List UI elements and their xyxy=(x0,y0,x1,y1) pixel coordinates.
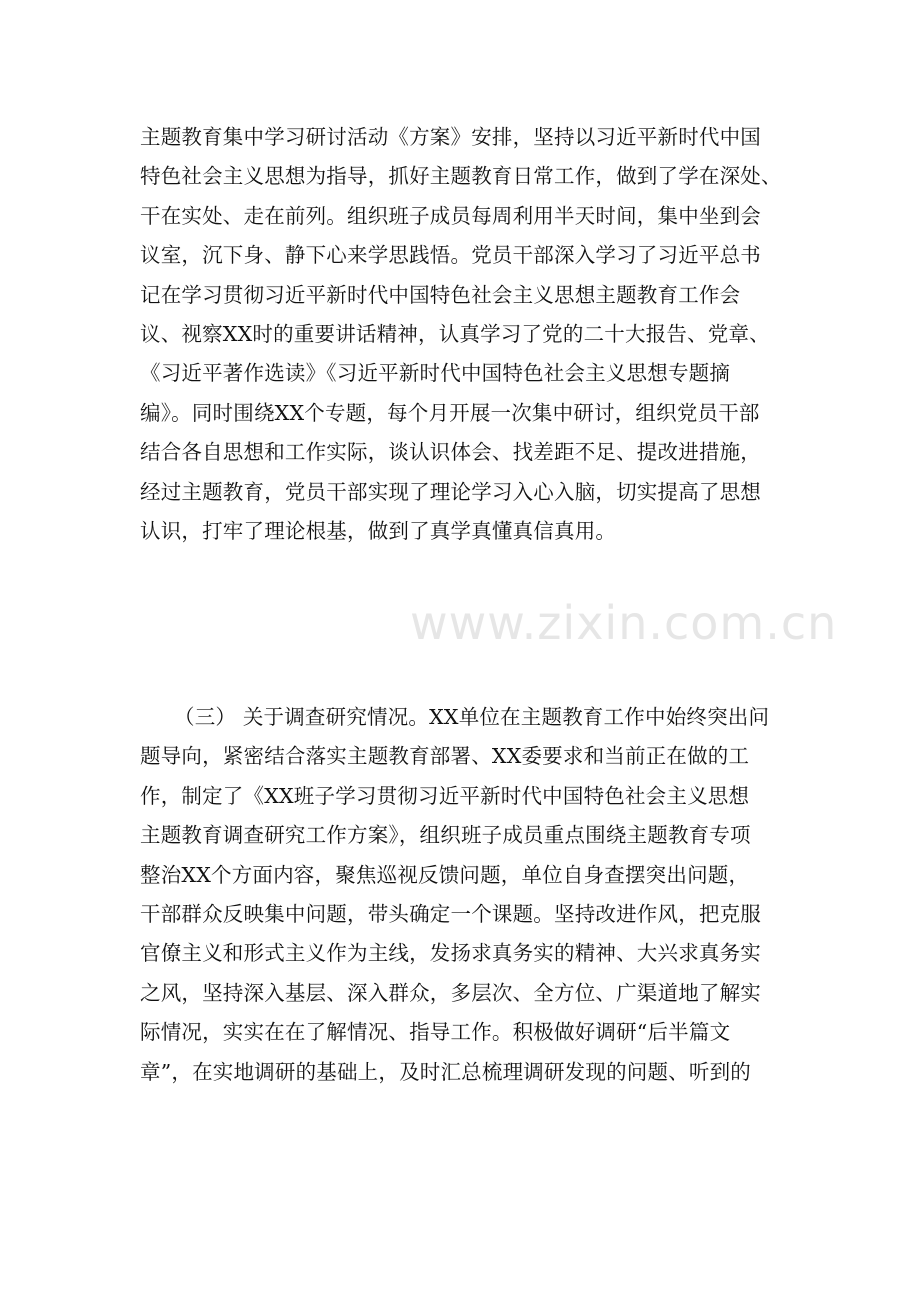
section-heading-line: （三） 关于调查研究情况。XX单位在主题教育工作中始终突出问 xyxy=(174,705,770,729)
text-line: 结合各自思想和工作实际，谈认识体会、找差距不足、提改进措施， xyxy=(140,440,761,465)
watermark: www.zixin.com.cn xyxy=(410,596,838,650)
text-line: 经过主题教育，党员干部实现了理论学习入心入脑，切实提高了思想 xyxy=(140,479,761,504)
text-line: 认识，打牢了理论根基，做到了真学真懂真信真用。 xyxy=(140,518,617,543)
paragraph-research xyxy=(140,698,820,1092)
text-line: 作，制定了《XX班子学习贯彻习近平新时代中国特色社会主义思想 xyxy=(140,783,750,808)
text-line: 整治XX个方面内容，聚焦巡视反馈问题，单位自身查摆突出问题， xyxy=(140,862,750,887)
text-line: 特色社会主义思想为指导，抓好主题教育日常工作，做到了学在深处、 xyxy=(140,164,782,189)
text-line: 《习近平著作选读》《习近平新时代中国特色社会主义思想专题摘 xyxy=(140,361,731,386)
text-line: 干在实处、走在前列。组织班子成员每周利用半天时间，集中坐到会 xyxy=(140,203,761,228)
text-line: 议、视察XX时的重要讲话精神，认真学习了党的二十大报告、党章、 xyxy=(140,321,770,346)
text-line: 议室，沉下身、静下心来学思践悟。党员干部深入学习了习近平总书 xyxy=(140,243,761,268)
paragraph-study xyxy=(140,118,820,551)
text-line: 际情况，实实在在了解情况、指导工作。积极做好调研“后半篇文 xyxy=(140,1020,731,1045)
text-line: 主题教育集中学习研讨活动《方案》安排，坚持以习近平新时代中国 xyxy=(140,125,761,149)
text-line: 编》。同时围绕XX个专题，每个月开展一次集中研讨，组织党员干部 xyxy=(140,400,760,425)
text-line: 题导向，紧密结合落实主题教育部署、XX委要求和当前正在做的工 xyxy=(140,744,750,769)
text-line: 干部群众反映集中问题，带头确定一个课题。坚持改进作风，把克服 xyxy=(140,901,761,926)
text-line: 章”，在实地调研的基础上，及时汇总梳理调研发现的问题、听到的 xyxy=(140,1059,751,1084)
text-line: 官僚主义和形式主义作为主线，发扬求真务实的精神、大兴求真务实 xyxy=(140,941,761,966)
text-line: 之风，坚持深入基层、深入群众，多层次、全方位、广渠道地了解实 xyxy=(140,980,761,1005)
text-line: 记在学习贯彻习近平新时代中国特色社会主义思想主题教育工作会 xyxy=(140,282,741,307)
text-line: 主题教育调查研究工作方案》，组织班子成员重点围绕主题教育专项 xyxy=(140,823,751,848)
